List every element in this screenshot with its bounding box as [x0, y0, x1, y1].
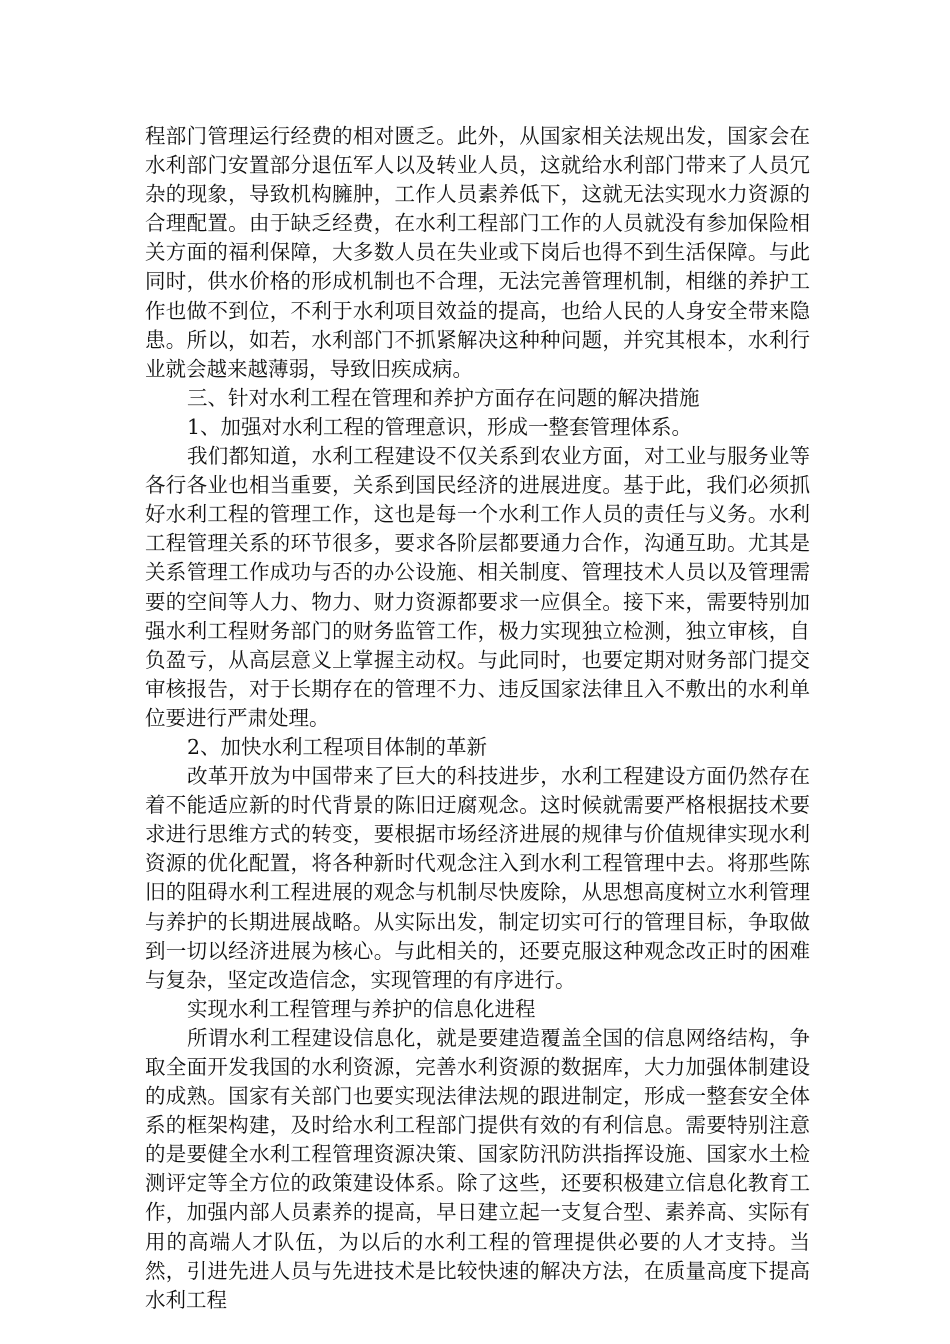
document-body	[145, 122, 810, 1315]
subheading-3: 实现水利工程管理与养护的信息化进程	[187, 996, 536, 1021]
paragraph-system-reform: 改革开放为中国带来了巨大的科技进步，水利工程建设方面仍然存在着不能适应新的时代背景的陈旧迂腐观念。这时候就需要严格根据技术要求进行思维方式的转变，要根据市场经济进展的规律与价值规律实现水利资源的优化配置，将各种新时代观念注入到水利工程管理中去。将那些陈旧的阻碍水利工程进展的观念与机制尽快废除，从思想高度树立水利管理与养护的长期进展战略。从实际出发，制定切实可行的管理目标，争取做到一切以经济进展为核心。与此相关的，还要克服这种观念改正时的困难与复杂，坚定改造信念，实现管理的有序进行。	[145, 764, 810, 992]
paragraph-informatization: 所谓水利工程建设信息化，就是要建造覆盖全国的信息网络结构，争取全面开发我国的水利资源，完善水利资源的数据库，大力加强体制建设的成熟。国家有关部门也要实现法律法规的跟进制定，形成一整套安全体系的框架构建，及时给水利工程部门提供有效的有利信息。需要特别注意的是要健全水利工程管理资源决策、国家防汛防洪指挥设施、国家水土检测评定等全方位的政策建设体系。除了这些，还要积极建立信息化教育工作，加强内部人员素养的提高，早日建立起一支复合型、素养高、实际有用的高端人才队伍，为以后的水利工程的管理提供必要的人才支持。当然，引进先进人员与先进技术是比较快速的解决方法，在质量高度下提高水利工程	[145, 1025, 810, 1312]
subheading-2: 2、加快水利工程项目体制的革新	[187, 734, 488, 759]
paragraph-continued: 程部门管理运行经费的相对匮乏。此外，从国家相关法规出发，国家会在水利部门安置部分退伍军人以及转业人员，这就给水利部门带来了人员冗杂的现象，导致机构臃肿，工作人员素养低下，这就无法实现水力资源的合理配置。由于缺乏经费，在水利工程部门工作的人员就没有参加保险相关方面的福利保障，大多数人员在失业或下岗后也得不到生活保障。与此同时，供水价格的形成机制也不合理，无法完善管理机制，相继的养护工作也做不到位，不利于水利项目效益的提高，也给人民的人身安全带来隐患。所以，如若，水利部门不抓紧解决这种种问题，并究其根本，水利行业就会越来越薄弱，导致旧疾成病。	[145, 124, 810, 381]
section-heading-3: 三、针对水利工程在管理和养护方面存在问题的解决措施	[187, 385, 700, 410]
subheading-1: 1、加强对水利工程的管理意识，形成一整套管理体系。	[187, 414, 693, 439]
paragraph-management-awareness: 我们都知道，水利工程建设不仅关系到农业方面，对工业与服务业等各行各业也相当重要，关系到国民经济的进展进度。基于此，我们必须抓好水利工程的管理工作，这也是每一个水利工作人员的责任与义务。水利工程管理关系的环节很多，要求各阶层都要通力合作，沟通互助。尤其是关系管理工作成功与否的办公设施、相关制度、管理技术人员以及管理需要的空间等人力、物力、财力资源都要求一应俱全。接下来，需要特别加强水利工程财务部门的财务监管工作，极力实现独立检测，独立审核，自负盈亏，从高层意义上掌握主动权。与此同时，也要定期对财务部门提交审核报告，对于长期存在的管理不力、违反国家法律且入不敷出的水利单位要进行严肃处理。	[145, 444, 810, 730]
